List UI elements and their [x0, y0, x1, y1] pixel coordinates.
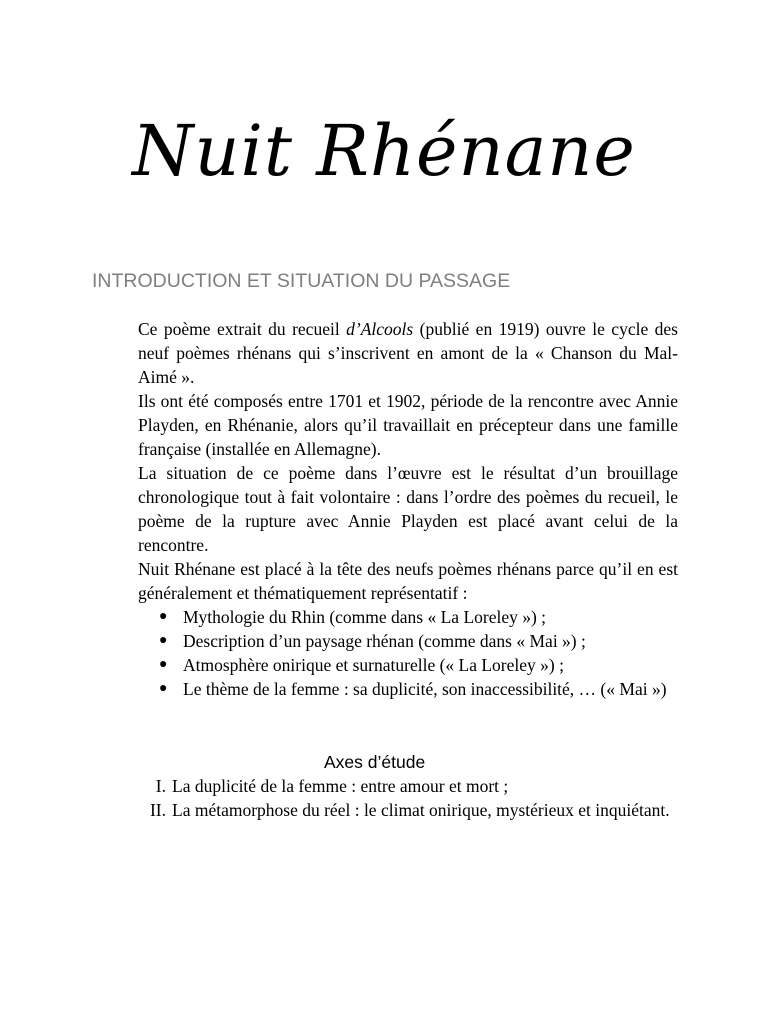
bullet-icon: ● — [159, 633, 168, 648]
axes-heading: Axes d’étude — [324, 752, 426, 772]
axis-number: I. — [155, 776, 166, 796]
axis-text: La duplicité de la femme : entre amour et mort ; — [172, 776, 509, 796]
list-item — [159, 653, 678, 677]
bullet-icon: ● — [159, 609, 168, 624]
list-item-text: Le thème de la femme : sa duplicité, son inaccessibilité, … (« Mai ») — [183, 679, 667, 699]
bullet-icon: ● — [159, 681, 168, 696]
paragraph-text: Ce poème extrait du recueil — [138, 319, 347, 339]
book-title: d’Alcools — [346, 319, 414, 339]
bullet-icon: ● — [159, 657, 168, 672]
paragraph-text: (publié en 1919) ouvre le cycle des neuf poèmes rhénans qui s’inscrivent en amont de la « Chanson du Mal-Aimé ». — [138, 319, 678, 387]
section-heading: INTRODUCTION ET SITUATION DU PASSAGE — [92, 270, 511, 292]
intro-paragraph-1 — [138, 317, 678, 389]
axis-item — [138, 774, 678, 798]
list-item — [159, 605, 678, 629]
axis-item — [138, 798, 678, 822]
list-item-text: Mythologie du Rhin (comme dans « La Loreley ») ; — [183, 607, 547, 627]
axes-list — [138, 774, 678, 822]
list-item — [159, 629, 678, 653]
axis-number: II. — [149, 800, 166, 820]
theme-bullet-list — [159, 605, 678, 701]
intro-body — [138, 317, 678, 701]
list-item-text: Atmosphère onirique et surnaturelle (« La Loreley ») ; — [183, 655, 564, 675]
list-item — [159, 677, 678, 701]
intro-paragraph-4: Nuit Rhénane est placé à la tête des neufs poèmes rhénans parce qu’il en est généralement et thématiquement représentatif : — [138, 559, 678, 603]
intro-paragraph-2: Ils ont été composés entre 1701 et 1902, période de la rencontre avec Annie Playden, en Rhénanie, alors qu’il travaillait en précepteur dans une famille française (installée en Allemagne). — [138, 391, 678, 459]
document-title: Nuit Rhénane — [132, 110, 636, 192]
axis-text: La métamorphose du réel : le climat onirique, mystérieux et inquiétant. — [172, 800, 670, 820]
list-item-text: Description d’un paysage rhénan (comme dans « Mai ») ; — [183, 631, 586, 651]
intro-paragraph-3: La situation de ce poème dans l’œuvre est le résultat d’un brouillage chronologique tout à fait volontaire : dans l’ordre des poèmes du recueil, le poème de la rupture avec Annie Playden est placé avant celui de la rencontre. — [138, 463, 678, 555]
